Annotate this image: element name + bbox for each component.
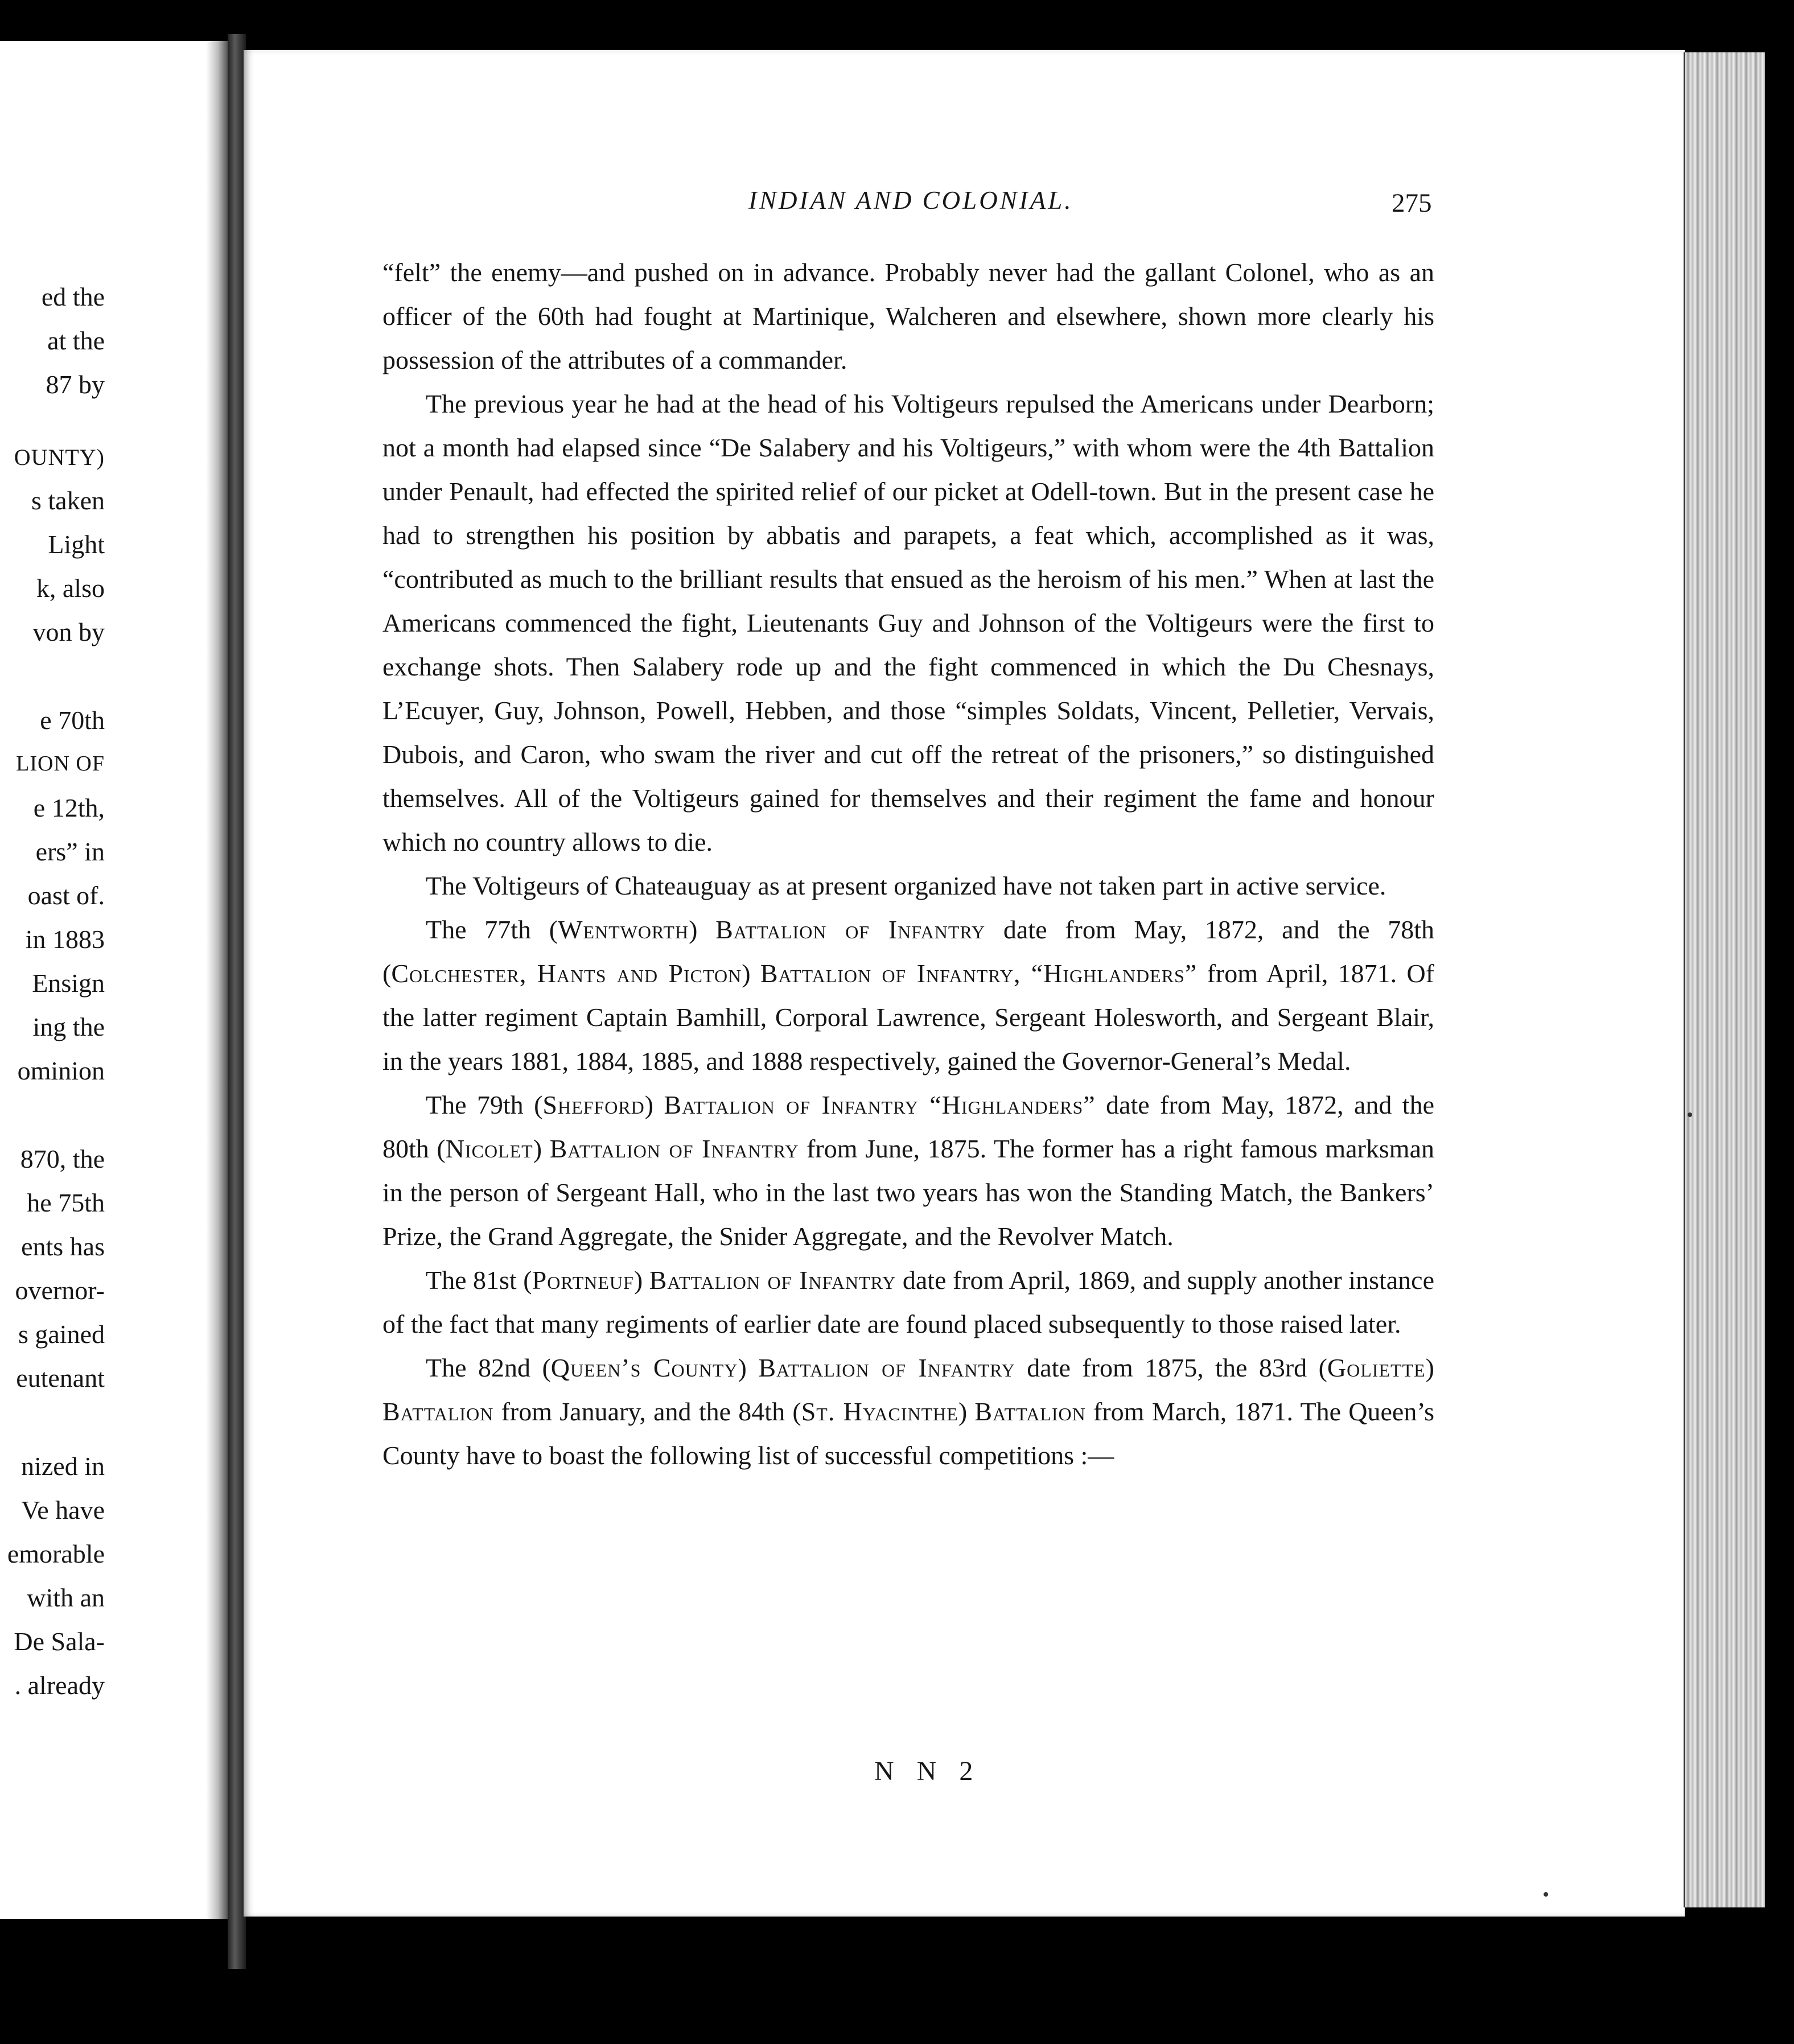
left-page-fragment: in 1883 bbox=[25, 925, 105, 954]
text-run: date from May, 1872, and the 80th ( bbox=[382, 1090, 1434, 1163]
left-page-fragment: von by bbox=[32, 617, 105, 646]
left-page-fragment: ing the bbox=[32, 1012, 105, 1041]
text-run: date from April, 1869, and supply another instance of the fact that many regiments of earlier date are found placed subsequently to those raised later. bbox=[382, 1266, 1435, 1338]
left-page-fragment: s gained bbox=[18, 1320, 105, 1349]
left-page-fragment: he 75th bbox=[27, 1188, 105, 1217]
regiment-name: Colchester, Hants and Picton bbox=[391, 959, 742, 988]
regiment-name: Goliette bbox=[1327, 1353, 1426, 1382]
page-edges bbox=[1684, 52, 1765, 1907]
text-run: The 77th ( bbox=[426, 915, 558, 944]
paragraph: “felt” the enemy—and pushed on in advance. Probably never had the gallant Colonel, who as an officer of the 60th had fought at Martinique, Walcheren and elsewhere, shown more clearly his possession of the attributes of a commander. bbox=[382, 258, 1434, 374]
text-run: ) bbox=[958, 1397, 975, 1426]
paragraph: The previous year he had at the head of his Voltigeurs repulsed the Americans under Dearborn; not a month had elapsed since “De Salabery and his Voltigeurs,” with whom were the 4th Battalion under Penault, had effected the spirited relief of our picket at Odell-town. But in the present case he had to strengthen his position by abbatis and parapets, a feat which, accomplished as it was, “contributed as much to the brilliant results that ensued as the heroism of his men.” When at last the Americans commenced the fight, Lieutenants Guy and Johnson of the Voltigeurs were the first to exchange shots. Then Salabery rode up and the fight commenced in which the Du Chesnays, L’Ecuyer, Guy, Johnson, Powell, Hebben, and those “simples Soldats, Vincent, Pelletier, Vervais, Dubois, and Caron, who swam the river and cut off the retreat of the prisoners,” so distinguished themselves. All of the Voltigeurs gained for themselves and their regiment the fame and honour which no country allows to die. bbox=[382, 389, 1434, 856]
left-page-fragment: at the bbox=[47, 326, 105, 355]
text-run: from March, 1871. The Queen’s County have to boast the following list of successful competitions :— bbox=[382, 1397, 1435, 1470]
left-page-spine-shadow bbox=[206, 41, 228, 1919]
regiment-name: Nicolet bbox=[445, 1134, 533, 1163]
left-page-fragment: ents has bbox=[21, 1232, 105, 1261]
left-page-fragment: oast of. bbox=[27, 881, 105, 910]
left-page-fragment: k, also bbox=[36, 574, 105, 603]
left-page-fragment: 87 by bbox=[46, 370, 105, 399]
left-page-fragment: Ensign bbox=[32, 969, 105, 998]
regiment-name: Shefford bbox=[542, 1090, 645, 1119]
paragraph bbox=[382, 1083, 1434, 1258]
left-page-fragment: ers” in bbox=[35, 837, 105, 866]
left-page-fragment: eutenant bbox=[16, 1363, 105, 1392]
page-number: 275 bbox=[1392, 188, 1432, 218]
text-run: date from May, 1872, and the 78th ( bbox=[382, 915, 1435, 988]
left-page-fragment: 870, the bbox=[20, 1144, 105, 1173]
regiment-name: Battalion bbox=[974, 1397, 1086, 1426]
text-run: ) bbox=[738, 1353, 759, 1382]
text-run: ) bbox=[633, 1266, 649, 1295]
text-run: from January, and the 84th ( bbox=[493, 1397, 801, 1426]
text-run: The 79th ( bbox=[426, 1090, 543, 1119]
paragraph bbox=[382, 908, 1434, 1083]
body-text bbox=[382, 250, 1434, 1477]
left-page-fragment: e 70th bbox=[40, 706, 105, 735]
text-run: from April, 1871. Of the latter regiment Captain Bamhill, Corporal Lawrence, Sergeant Holesworth, and Sergeant Blair, in the years 1881, 1884, 1885, and 1888 respectively, gained the Governor-General’s Medal. bbox=[382, 959, 1435, 1075]
text-run: ) bbox=[533, 1134, 550, 1163]
left-page bbox=[0, 41, 228, 1919]
paragraph: The Voltigeurs of Chateauguay as at present organized have not taken part in active service. bbox=[426, 871, 1386, 900]
text-run: The 82nd ( bbox=[426, 1353, 551, 1382]
regiment-name: Battalion of Infantry bbox=[549, 1134, 799, 1163]
running-head: INDIAN AND COLONIAL. bbox=[748, 186, 1073, 215]
text-run: from June, 1875. The former has a right famous marksman in the person of Sergeant Hall, who in the last two years has won the Standing Match, the Bankers’ Prize, the Grand Aggregate, the Snider Aggregate, and the Revolver Match. bbox=[382, 1134, 1434, 1251]
text-run: ) bbox=[689, 915, 716, 944]
text-run: ) bbox=[1425, 1353, 1434, 1382]
left-page-fragment: Ve have bbox=[21, 1495, 105, 1524]
left-page-fragment: LION OF bbox=[16, 752, 105, 776]
regiment-name: St. Hyacinthe bbox=[801, 1397, 958, 1426]
ink-speck bbox=[1544, 1892, 1548, 1897]
ink-speck bbox=[1688, 1112, 1692, 1117]
paragraph bbox=[382, 1346, 1434, 1477]
regiment-name: Battalion of Infantry bbox=[758, 1353, 1015, 1382]
text-run: ) bbox=[644, 1090, 664, 1119]
regiment-name: Battalion of Infantry, “Highlanders” bbox=[760, 959, 1198, 988]
paragraph bbox=[382, 1258, 1434, 1346]
left-page-fragment: . already bbox=[14, 1671, 105, 1700]
left-page-fragment: with an bbox=[27, 1583, 105, 1612]
signature-mark: N N 2 bbox=[874, 1756, 981, 1786]
regiment-name: Battalion of Infantry “Highlanders” bbox=[664, 1090, 1096, 1119]
left-page-fragment: overnor- bbox=[15, 1276, 105, 1305]
regiment-name: Wentworth bbox=[558, 915, 689, 944]
left-page-fragment: s taken bbox=[31, 486, 105, 515]
left-page-fragment: nized in bbox=[21, 1452, 105, 1481]
text-run: The 81st ( bbox=[426, 1266, 532, 1295]
regiment-name: Battalion bbox=[382, 1397, 494, 1426]
text-run: ) bbox=[742, 959, 760, 988]
left-page-fragment: e 12th, bbox=[33, 793, 105, 822]
regiment-name: Battalion of Infantry bbox=[649, 1266, 896, 1295]
regiment-name: Battalion of Infantry bbox=[715, 915, 986, 944]
left-page-fragment: emorable bbox=[7, 1539, 105, 1568]
left-page-fragment: De Sala- bbox=[14, 1627, 105, 1656]
left-page-fragment: ed the bbox=[41, 282, 105, 311]
left-page-fragment: OUNTY) bbox=[14, 444, 105, 470]
regiment-name: Queen’s County bbox=[550, 1353, 738, 1382]
left-page-fragment: Light bbox=[48, 530, 105, 559]
regiment-name: Portneuf bbox=[532, 1266, 634, 1295]
text-run: date from 1875, the 83rd ( bbox=[1015, 1353, 1327, 1382]
left-page-fragment: ominion bbox=[17, 1056, 105, 1085]
